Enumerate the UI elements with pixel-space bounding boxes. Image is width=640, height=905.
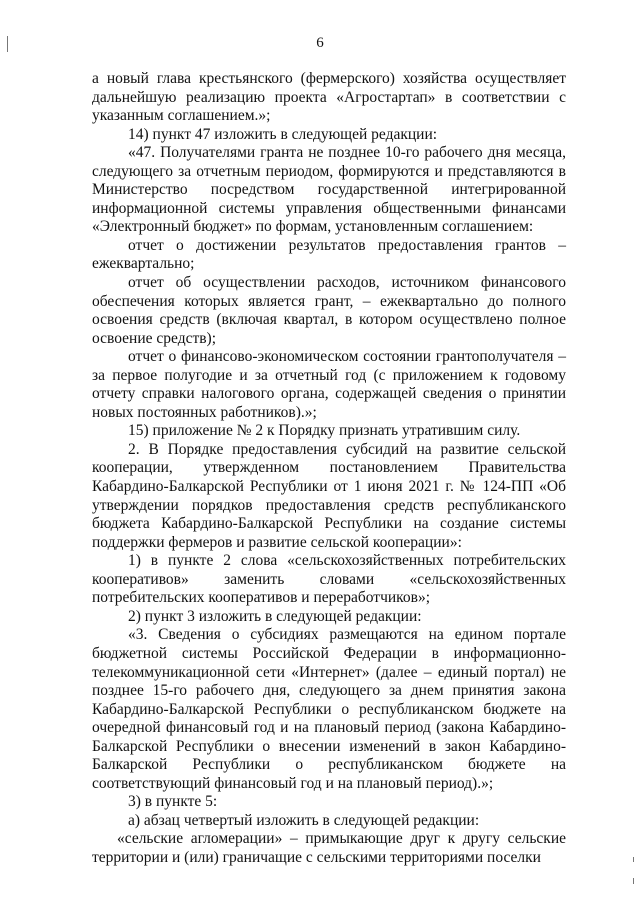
- paragraph: 2. В Порядке предоставления субсидий на развитие сельской кооперации, утвержденном постановлением Правительства Кабардино-Балкарской Республики от 1 июня 2021 г. № 124-ПП «Об утверждении порядков предоставления средств республиканского бюджета Кабардино-Балкарской Республики на создание системы поддержки фермеров и развитие сельской кооперации»:: [92, 440, 566, 551]
- paragraph: 1) в пункте 2 слова «сельскохозяйственных потребительских кооперативов» заменить словами «сельскохозяйственных потребительских кооперативов и переработчиков»;: [92, 552, 566, 607]
- paragraph: отчет о финансово-экономическом состоянии грантополучателя – за первое полугодие и за отчетный год (с приложением к годовому отчету справки налогового органа, содержащей сведения о принятии новых постоянных работников).»;: [92, 348, 566, 421]
- paragraph: 2) пункт 3 изложить в следующей редакции:: [128, 607, 422, 625]
- page-number: 6: [316, 35, 324, 51]
- paragraph: отчет о достижении результатов предоставления грантов – ежеквартально;: [92, 236, 566, 273]
- paragraph: отчет об осуществлении расходов, источником финансового обеспечения которых является грант, – ежеквартально до полного освоения средств (включая квартал, в котором осуществлено полное освоение средств);: [92, 274, 566, 347]
- paragraph: 15) приложение № 2 к Порядку признать утратившим силу.: [128, 422, 521, 440]
- scan-edge-mark: [633, 857, 634, 862]
- scan-edge-mark: [7, 36, 8, 52]
- paragraph: «сельские агломерации» – примыкающие друг к другу сельские территории и (или) граничащие с сельскими территориями поселки: [92, 830, 566, 866]
- paragraph: «3. Сведения о субсидиях размещаются на едином портале бюджетной системы Российской Федерации в информационно-телекоммуникационной сети «Интернет» (далее – единый портал) не позднее 15-го рабочего дня, следующего за днем принятия закона Кабардино-Балкарской Республики о республиканском бюджете на очередной финансовый год и на плановый период (закона Кабардино-Балкарской Республики о внесении изменений в закон Кабардино-Балкарской Республики о республиканском бюджете на соответствующий финансовый год и на плановый период).»;: [92, 626, 566, 792]
- paragraph: 14) пункт 47 изложить в следующей редакции:: [128, 125, 438, 143]
- paragraph: 3) в пункте 5:: [128, 793, 218, 811]
- document-body: [92, 70, 566, 868]
- scan-edge-mark: [633, 878, 634, 884]
- paragraph: а новый глава крестьянского (фермерского) хозяйства осуществляет дальнейшую реализацию проекта «Агростартап» в соответствии с указанным соглашением.»;: [92, 70, 566, 125]
- paragraph: «47. Получателями гранта не позднее 10-го рабочего дня месяца, следующего за отчетным периодом, формируются и представляются в Министерство посредством государственной интегрированной информационной системы управления общественными финансами «Электронный бюджет» по формам, установленным соглашением:: [92, 144, 566, 236]
- paragraph: а) абзац четвертый изложить в следующей редакции:: [128, 811, 480, 829]
